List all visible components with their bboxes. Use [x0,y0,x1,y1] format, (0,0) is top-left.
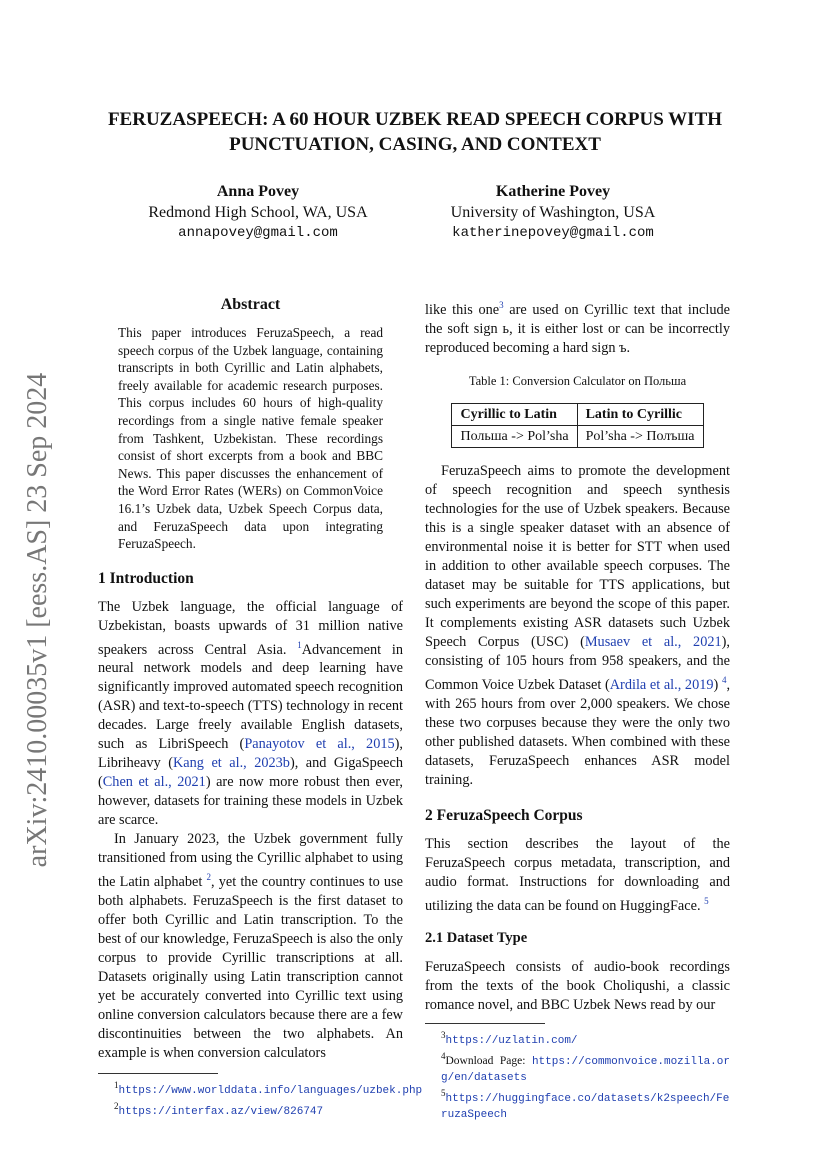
author-affiliation: University of Washington, USA [450,204,656,221]
arxiv-side-stamp [18,360,58,880]
citation-link[interactable]: Musaev et al., 2021 [584,633,722,650]
abstract-heading: Abstract [220,296,281,313]
footnote: $^1$https://www.worlddata.info/languages/uzbek.php [114,1080,423,1098]
footnote-url[interactable]: https://huggingface.co/datasets/k2speech/FeruzaSpeech [441,1092,730,1121]
table-row [452,425,703,447]
footnote: $^2$https://interfax.az/view/826747 [114,1101,324,1118]
section-heading-introduction: 1 Introduction [98,569,194,587]
left-column [98,295,423,1120]
author-block-1 [103,181,413,244]
table-header: Cyrillic to Latin [452,403,577,425]
author-name: Katherine Povey [495,183,611,200]
table-cell: Pol’sha -> Полъша [577,425,703,447]
footnote-ref[interactable]: 2 [206,872,211,883]
author-name: Anna Povey [216,183,300,200]
citation-link[interactable]: Ardila et al., 2019 [609,676,714,693]
footnote-ref[interactable]: 5 [704,895,709,906]
abstract-text: This paper introduces FeruzaSpeech, a read speech corpus of the Uzbek language, containing transcripts in both Cyrillic and Latin alphabets, freely available for academic research purposes. This corpus includes 60 hours of high-quality recordings from a single native female speaker from Tashkent, Uzbekistan. These recordings consist of short excerpts from a book and BBC News. This paper discusses the enhancement of the Word Error Rates (WERs) on CommonVoice 16.1’s Uzbek data, Uzbek Speech Corpus data, and FeruzaSpeech data upon integrating FeruzaSpeech. [118,325,383,552]
citation-link[interactable]: Chen et al., 2021 [102,774,206,791]
author-email[interactable]: katherinepovey@gmail.com [452,225,654,241]
author-block-2 [398,181,708,244]
author-affiliation: Redmond High School, WA, USA [148,204,368,221]
footnote-rule [425,1023,545,1024]
footnote: $^4$Download Page: https://commonvoice.mozilla.org/en/datasets [441,1051,730,1084]
footnote-url[interactable]: https://www.worlddata.info/languages/uzbek.php [118,1085,423,1098]
dataset-type-paragraph: FeruzaSpeech consists of audio-book recordings from the texts of the book Choliqushi, a classic romance novel, and BBC Uzbek News read by our [425,959,730,1014]
footnote-ref[interactable]: 3 [499,300,504,310]
corpus-paragraph: This section describes the layout of the FeruzaSpeech corpus metadata, transcription, and audio format. Instructions for downloading and utilizing the data can be found on HuggingFace. $^5$ [425,835,730,914]
table-header: Latin to Cyrillic [577,403,703,425]
paper-title [95,107,735,157]
right-column [425,296,730,1123]
subsection-heading-dataset-type: 2.1 Dataset Type [425,930,528,947]
footnote-ref[interactable]: 1 [297,639,302,650]
citation-link[interactable]: Kang et al., 2023b [172,755,290,772]
conversion-table [451,403,703,448]
arxiv-id-text: arXiv:2410.00035v1 [eess.AS] 23 Sep 2024 [22,372,53,868]
right-footnotes [425,1023,730,1122]
footnote-url[interactable]: https://interfax.az/view/826747 [118,1105,324,1118]
right-paragraph-1: like this one$^3$ are used on Cyrillic text that include the soft sign ь, it is either lost or can be incorrectly reproduced becoming a hard sign ъ. [425,300,730,356]
intro-paragraph-2: In January 2023, the Uzbek government fully transitioned from using the Cyrillic alphabet to using the Latin alphabet $^2$, yet the country continues to use both alphabets. FeruzaSpeech is the first dataset to offer both Cyrillic and Latin transcription. To the best of our knowledge, FeruzaSpeech is also the only corpus to provide Cyrillic transcriptions at all. Datasets originally using Latin transcription cannot yet be accurately converted into Cyrillic text using online conversion calculators because there are a few discontinuities between the two alphabets. An example is when conversion calculators [98,831,403,1062]
title-line-1: FERUZASPEECH: A 60 HOUR UZBEK READ SPEECH CORPUS WITH [107,109,723,130]
table-caption: Table 1: Conversion Calculator on Польша [468,373,687,388]
author-email[interactable]: annapovey@gmail.com [178,225,338,241]
footnote-ref[interactable]: 4 [721,674,727,685]
footnote-url[interactable]: https://commonvoice.mozilla.org/en/datasets [441,1055,730,1084]
section-heading-corpus: 2 FeruzaSpeech Corpus [425,806,583,824]
footnote: $^3$https://uzlatin.com/ [441,1030,578,1048]
footnote-rule [98,1073,218,1074]
left-footnotes [98,1073,423,1120]
intro-paragraph-1: The Uzbek language, the official language of Uzbekistan, boasts upwards of 31 million native speakers across Central Asia. $^1$Advancement in neural network models and deep learning have significantly improved automated speech recognition (ASR) and text-to-speech (TTS) technology in recent decades. Large freely available English datasets, such as LibriSpeech (Panayotov et al., 2015), Libriheavy (Kang et al., 2023b), and GigaSpeech (Chen et al., 2021) are now more robust then ever, however, datasets for training these models in Uzbek are scarce. [98,598,404,829]
table-cell: Польша -> Pol’sha [452,425,577,447]
footnote: $^5$https://huggingface.co/datasets/k2speech/FeruzaSpeech [441,1087,730,1121]
title-line-2: PUNCTUATION, CASING, AND CONTEXT [229,134,601,155]
citation-link[interactable]: Panayotov et al., 2015 [244,736,395,753]
right-paragraph-2: FeruzaSpeech aims to promote the development of speech recognition and speech synthesis technologies for the use of Uzbek speakers. Because this is a single speaker dataset with an absence of environmental noise it is better for STT when used in addition to other available speech corpuses. The dataset may be suitable for TTS applications, but such experiments are beyond the scope of this paper. It complements existing ASR datasets such Uzbek Speech Corpus (USC) (Musaev et al., 2021), consisting of 105 hours from 958 speakers, and the Common Voice Uzbek Dataset (Ardila et al., 2019) $^4$, with 265 hours from over 2,000 speakers. We chose these two corpuses because they were the only two other published datasets. When combined with these datasets, FeruzaSpeech enhances ASR model training. [425,462,731,788]
footnote-url[interactable]: https://uzlatin.com/ [445,1035,578,1048]
